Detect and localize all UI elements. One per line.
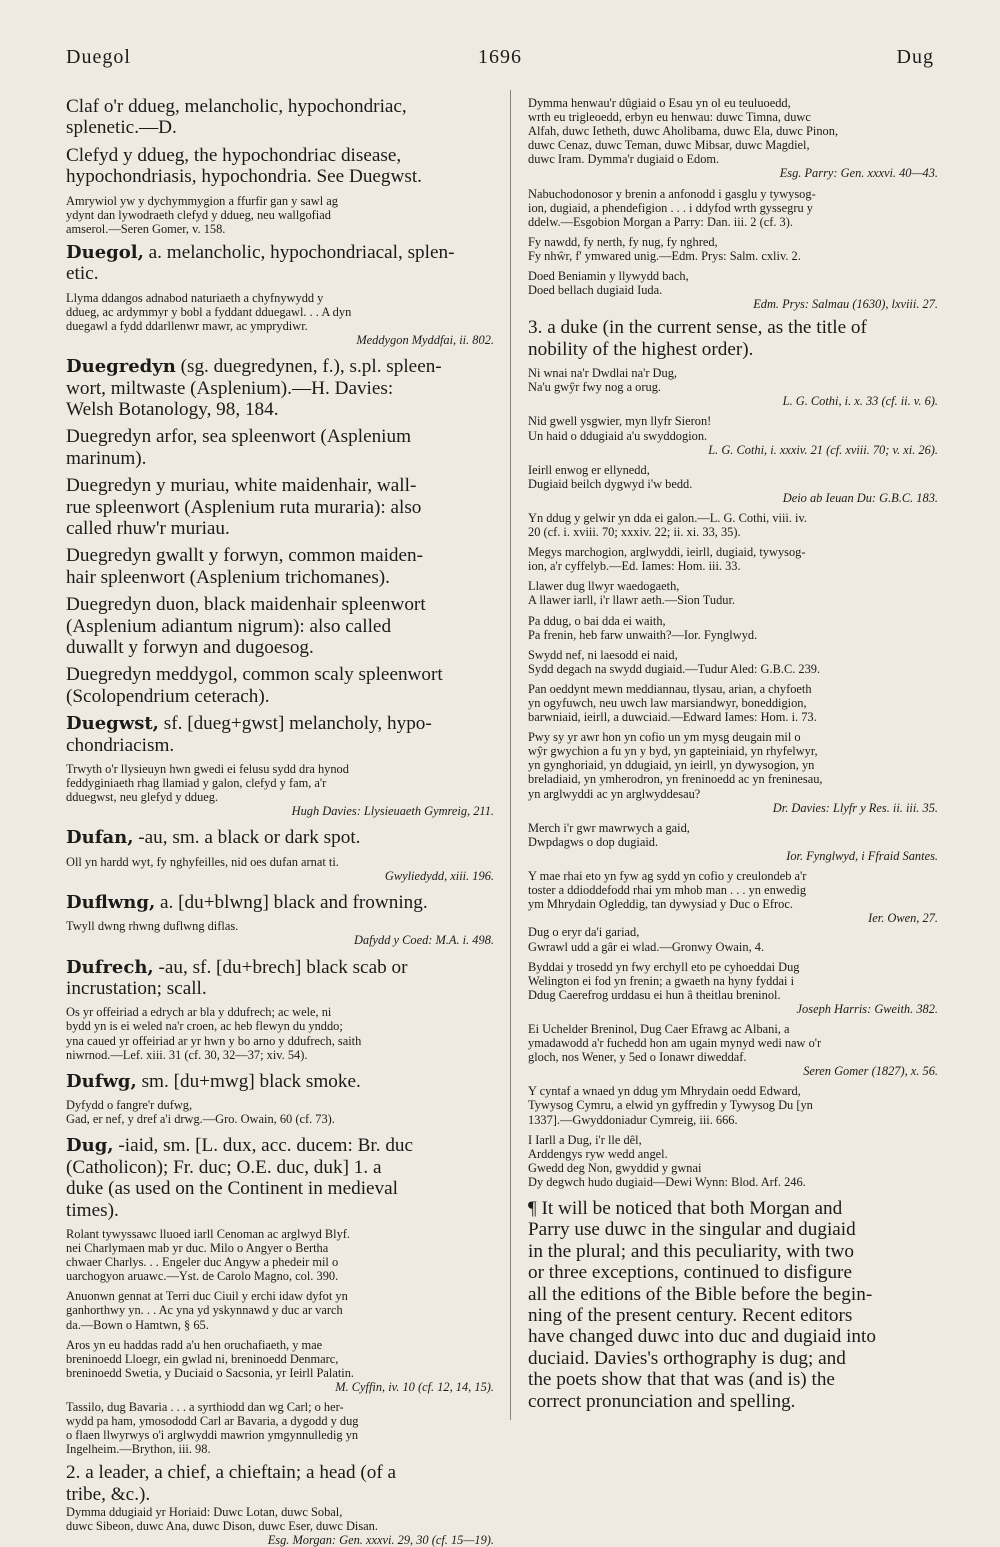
dictionary-entry xyxy=(66,957,494,1000)
text-line: Tassilo, dug Bavaria . . . a syrthiodd dan wg Carl; o her- xyxy=(66,1400,344,1414)
text-line: Parry use duwc in the singular and dugiaid xyxy=(528,1219,856,1241)
text-line: barwniaid, ieirll, a duwciaid.—Edward Iames: Hom. i. 73. xyxy=(528,710,817,725)
text-line: Nid gwell ysgwier, myn llyfr Sieron! xyxy=(528,414,712,429)
text-line: nei Charlymaen mab yr duc. Milo o Angyer o Bertha xyxy=(66,1241,329,1256)
citation-block xyxy=(528,1022,938,1078)
text-line: yna caued yr offeiriad ar yr hwn y bo arno y ddufrech, saith xyxy=(66,1033,362,1048)
text-line: Clefyd y ddueg, the hypochondriac disease, xyxy=(66,144,402,166)
definition-block xyxy=(66,96,494,139)
text-line: Doed bellach dugiaid Iuda. xyxy=(528,283,663,298)
dictionary-entry xyxy=(66,242,494,285)
text-line: Merch i'r gwr mawrwych a gaid, xyxy=(528,820,690,835)
text-line: Joseph Harris: Gweith. 382. xyxy=(796,1001,938,1016)
citation-block xyxy=(528,545,938,573)
citation-block xyxy=(528,579,938,607)
citation-block xyxy=(528,269,938,311)
text-line: Dufrech, -au, sf. [du+brech] black scab or xyxy=(66,956,408,978)
text-line: wort, miltwaste (Asplenium).—H. Davies: xyxy=(66,377,394,399)
text-line: Rolant tywyssawc lluoed iarll Cenoman ac arglwyd Blyf. xyxy=(66,1226,351,1241)
text-line: Pa frenin, heb farw unwaith?—Ior. Fynglwyd. xyxy=(528,627,758,642)
text-line: ym Mhrydain Ogleddig, tan dywysiad y Duc o Efroc. xyxy=(528,897,793,912)
text-line: duegawl a fydd ddarllenwr mawr, ac ymprydiwr. xyxy=(66,318,308,333)
citation-block xyxy=(66,1289,494,1331)
text-line: Tywysog Cymru, a elwid yn gyffredin y Tywysog Du [yn xyxy=(528,1098,813,1113)
text-line: feddyginiaeth rhag llamiad y galon, clefyd y fam, a'r xyxy=(66,776,327,791)
text-line: Ddug Caerefrog urddasu ei hun â theitlau breninol. xyxy=(528,987,781,1002)
text-line: Pwy sy yr awr hon yn cofio un ym mysg deugain mil o xyxy=(528,730,801,745)
text-line: duwc Sibeon, duwc Ana, duwc Dison, duwc Eser, duwc Disan. xyxy=(66,1519,378,1534)
definition-block xyxy=(66,664,494,707)
text-line: Duegredyn duon, black maidenhair spleenwort xyxy=(66,594,426,616)
citation-block xyxy=(66,1505,494,1547)
text-line: Dr. Davies: Llyfr y Res. ii. iii. 35. xyxy=(772,800,938,815)
header-left-guideword: Duegol xyxy=(66,46,131,68)
text-line: Fy nhŵr, f' ymwared unig.—Edm. Prys: Salm. cxliv. 2. xyxy=(528,248,801,263)
definition-block xyxy=(66,426,494,469)
citation-block xyxy=(66,919,494,947)
citation-block xyxy=(66,855,494,883)
dictionary-entry xyxy=(66,1071,494,1092)
text-line: ion, dugiaid, a phendefigion . . . i ddyfod wrth gyssegru y xyxy=(528,200,813,215)
text-line: nobility of the highest order). xyxy=(528,338,754,360)
text-line: ¶ It will be noticed that both Morgan and xyxy=(528,1198,843,1219)
text-line: ddelw.—Esgobion Morgan a Parry: Dan. iii. 2 (cf. 3). xyxy=(528,214,793,229)
text-line: Aros yn eu haddas radd a'u hen oruchafiaeth, y mae xyxy=(66,1337,323,1352)
text-line: o flaen llwyrwys o'i arglwyddi mawrion ymgynnulledig yn xyxy=(66,1428,359,1443)
text-line: Duegredyn gwallt y forwyn, common maiden- xyxy=(66,545,424,567)
text-line: Yn ddug y gelwir yn dda ei galon.—L. G. Cothi, viii. iv. xyxy=(528,510,807,525)
text-line: duwc Cenaz, duwc Teman, duwc Mibsar, duwc Magdiel, xyxy=(528,138,810,153)
text-line: Na'u gwŷr fwy nog a orug. xyxy=(528,380,661,395)
text-line: Dufan, -au, sm. a black or dark spot. xyxy=(66,827,361,849)
citation-block xyxy=(66,1098,494,1126)
text-line: ymadawodd a'r fuchedd hon am ugain mynyd wedi naw o'r xyxy=(528,1036,822,1051)
headword: Duegwst, xyxy=(66,713,159,735)
text-line: hypochondriasis, hypochondria. See Duegwst. xyxy=(66,166,422,188)
text-line: Seren Gomer (1827), x. 56. xyxy=(803,1064,938,1079)
text-line: Dug o eryr da'i gariad, xyxy=(528,925,640,940)
definition-block xyxy=(528,317,938,360)
text-line: duwc Iram. Dymma'r dugiaid o Edom. xyxy=(528,152,720,167)
text-line: Oll yn hardd wyt, fy nghyfeilles, nid oes dufan arnat ti. xyxy=(66,854,339,869)
text-line: Llyma ddangos adnabod naturiaeth a chyfnywydd y xyxy=(66,290,324,305)
text-line: breninoedd Lloegr, ein gwlad ni, breninoedd Denmarc, xyxy=(66,1351,339,1366)
text-line: ydynt dan lywodraeth clefyd y ddueg, neu wallgofiad xyxy=(66,207,331,222)
text-line: wŷr gwychion a fu yn y byd, yn gapteiniaid, yn rhyfelwyr, xyxy=(528,744,818,759)
definition-block xyxy=(66,145,494,188)
text-line: Os yr offeiriad a edrych ar bla y ddufrech; ac wele, ni xyxy=(66,1005,332,1020)
dictionary-entry xyxy=(66,892,494,913)
dictionary-entry xyxy=(66,1135,494,1221)
citation-block xyxy=(66,194,494,236)
definition-block xyxy=(66,594,494,658)
definition-block xyxy=(66,1462,494,1505)
citation-block xyxy=(528,1084,938,1126)
headword: Dufwg, xyxy=(66,1070,137,1092)
text-line: Gwyliedydd, xiii. 196. xyxy=(384,868,494,883)
text-line: Gwrawl udd a gâr ei wlad.—Gronwy Owain, 4. xyxy=(528,939,765,954)
text-line: Un haid o ddugiaid a'u swyddogion. xyxy=(528,428,708,443)
text-line: uarchogyon aruawc.—Yst. de Carolo Magno, col. 390. xyxy=(66,1269,339,1284)
text-line: da.—Bown o Hamtwn, § 65. xyxy=(66,1317,209,1332)
text-line: Y mae rhai eto yn fyw ag sydd yn cofio y creulondeb a'r xyxy=(528,869,807,884)
text-line: Gwedd deg Non, gwyddid y gwnai xyxy=(528,1160,702,1175)
text-line: Ei Uchelder Breninol, Dug Caer Efrawg ac Albani, a xyxy=(528,1021,790,1036)
text-line: wrth eu trigleoedd, erbyn eu henwau: duwc Timna, duwc xyxy=(528,110,811,125)
text-line: gloch, nos Wener, y 5ed o Ionawr diweddaf. xyxy=(528,1050,747,1065)
text-line: duciaid. Davies's orthography is dug; and xyxy=(528,1347,846,1369)
text-line: (Catholicon); Fr. duc; O.E. duc, duk] 1. a xyxy=(66,1156,382,1178)
text-line: A llawer iarll, i'r llawr aeth.—Sion Tudur. xyxy=(528,593,736,608)
text-line: Gad, er nef, y dref a'i drwg.—Gro. Owain, 60 (cf. 73). xyxy=(66,1112,335,1127)
text-line: toster a ddioddefodd rhai ym mhob man . . . yn enwedig xyxy=(528,883,807,898)
running-header xyxy=(66,46,934,72)
text-line: Duflwng, a. [du+blwng] black and frowning. xyxy=(66,891,428,913)
text-line: chondriacism. xyxy=(66,734,175,756)
text-line: Sydd degach na swydd dugiaid.—Tudur Aled: G.B.C. 239. xyxy=(528,661,821,676)
text-line: Ni wnai na'r Dwdlai na'r Dug, xyxy=(528,366,677,381)
headword: Dufrech, xyxy=(66,956,154,978)
text-line: Byddai y trosedd yn fwy erchyll eto pe cyhoeddai Dug xyxy=(528,959,800,974)
citation-block xyxy=(528,1133,938,1189)
text-line: (Scolopendrium ceterach). xyxy=(66,685,270,707)
text-line: Anuonwn gennat at Terri duc Ciuil y erchi idaw dyfot yn xyxy=(66,1289,348,1304)
text-line: bydd yn is ei weled na'r croen, ac heb flewyn du ynddo; xyxy=(66,1019,343,1034)
page-number: 1696 xyxy=(478,46,522,68)
text-line: 20 (cf. i. xviii. 70; xxxiv. 22; ii. xi. 33, 35). xyxy=(528,525,741,540)
citation-block xyxy=(528,96,938,181)
citation-block xyxy=(528,614,938,642)
text-line: Ier. Owen, 27. xyxy=(868,911,938,926)
definition-block xyxy=(66,545,494,588)
text-line: Twyll dwng rhwng duflwng diflas. xyxy=(66,919,239,934)
text-line: Ieirll enwog er ellynedd, xyxy=(528,462,650,477)
text-line: Dy degwch hudo dugiaid—Dewi Wynn: Blod. Arf. 246. xyxy=(528,1174,806,1189)
text-line: Duegredyn meddygol, common scaly spleenwort xyxy=(66,664,443,686)
definition-block xyxy=(528,1198,938,1412)
text-line: or three exceptions, continued to disfigure xyxy=(528,1262,852,1284)
text-line: Duegol, a. melancholic, hypochondriacal, splen- xyxy=(66,241,455,263)
text-line: Hugh Davies: Llysieuaeth Gymreig, 211. xyxy=(291,804,494,819)
text-line: have changed duwc into duc and dugiaid into xyxy=(528,1326,876,1348)
text-line: marinum). xyxy=(66,447,147,469)
citation-block xyxy=(66,1005,494,1061)
text-line: yn ogyfuwch, neu uwch law marsiandwyr, boneddigion, xyxy=(528,696,807,710)
citation-block xyxy=(528,682,938,724)
text-line: hair spleenwort (Asplenium trichomanes). xyxy=(66,566,390,588)
text-line: Welsh Botanology, 98, 184. xyxy=(66,398,279,420)
text-line: splenetic.—D. xyxy=(66,117,177,139)
text-line: Pa ddug, o bai dda ei waith, xyxy=(528,613,666,628)
text-line: incrustation; scall. xyxy=(66,977,207,999)
text-line: Dymma henwau'r dûgiaid o Esau yn ol eu teuluoedd, xyxy=(528,96,791,110)
citation-block xyxy=(528,235,938,263)
text-line: Nabuchodonosor y brenin a anfonodd i gasglu y tywysog- xyxy=(528,186,816,201)
text-line: times). xyxy=(66,1199,119,1221)
text-line: ning of the present century. Recent editors xyxy=(528,1305,853,1327)
text-line: ddueg, ac ardymmyr y bobl a fyddant dduegawl. . . A dyn xyxy=(66,304,352,319)
citation-block xyxy=(66,1338,494,1394)
text-line: Llawer dug llwyr waedogaeth, xyxy=(528,579,680,594)
text-line: wydd pa ham, ymosododd Carl ar Bavaria, a dygodd y dug xyxy=(66,1414,359,1429)
text-line: Y cyntaf a wnaed yn ddug ym Mhrydain oedd Edward, xyxy=(528,1084,801,1099)
text-line: Esg. Morgan: Gen. xxxvi. 29, 30 (cf. 15—19). xyxy=(267,1533,494,1547)
text-line: L. G. Cothi, i. x. 33 (cf. ii. v. 6). xyxy=(782,394,938,409)
headword: Duegol, xyxy=(66,241,144,263)
text-line: Esg. Parry: Gen. xxxvi. 40—43. xyxy=(779,166,938,181)
citation-block xyxy=(528,730,938,815)
text-line: duwallt y forwyn and dugoesog. xyxy=(66,636,314,658)
text-line: Welington ei fod yn frenin; a gwaeth na hyny fyddai i xyxy=(528,973,795,988)
left-column xyxy=(66,96,494,1547)
text-line: duke (as used on the Continent in medieval xyxy=(66,1178,398,1200)
text-line: Dug, -iaid, sm. [L. dux, acc. ducem: Br. duc xyxy=(66,1135,414,1157)
text-line: Dafydd y Coed: M.A. i. 498. xyxy=(353,933,494,948)
text-line: dduegwst, neu glefyd y ddueg. xyxy=(66,790,219,805)
citation-block xyxy=(66,1227,494,1283)
right-column xyxy=(528,96,938,1412)
dictionary-entry xyxy=(66,713,494,756)
text-line: Trwyth o'r llysieuyn hwn gwedi ei felusu sydd dra hynod xyxy=(66,762,349,776)
text-line: Dufwg, sm. [du+mwg] black smoke. xyxy=(66,1070,361,1092)
text-line: Duegredyn arfor, sea spleenwort (Asplenium xyxy=(66,426,412,448)
text-line: Duegredyn y muriau, white maidenhair, wall- xyxy=(66,475,417,497)
text-line: rue spleenwort (Asplenium ruta muraria): also xyxy=(66,496,422,518)
citation-block xyxy=(66,762,494,818)
text-line: tribe, &c.). xyxy=(66,1483,151,1505)
text-line: L. G. Cothi, i. xxxiv. 21 (cf. xviii. 70; v. xi. 26). xyxy=(708,442,938,457)
text-line: Swydd nef, ni laesodd ei naid, xyxy=(528,647,678,662)
citation-block xyxy=(528,821,938,863)
citation-block xyxy=(528,648,938,676)
column-divider xyxy=(510,90,511,1420)
text-line: Deio ab Ieuan Du: G.B.C. 183. xyxy=(782,490,938,505)
citation-block xyxy=(528,925,938,953)
text-line: breninoedd Swetia, y Duciaid o Sacsonia, yr Ieirll Palatin. xyxy=(66,1365,355,1380)
text-line: Doed Beniamin y llywydd bach, xyxy=(528,269,689,284)
text-line: correct pronunciation and spelling. xyxy=(528,1390,796,1412)
text-line: M. Cyffin, iv. 10 (cf. 12, 14, 15). xyxy=(335,1379,494,1394)
text-line: yn gynghoriaid, yn ddugiaid, yn ieirll, yn dywysogion, yn xyxy=(528,758,815,773)
text-line: I Iarll a Dug, i'r lle dêl, xyxy=(528,1132,642,1147)
text-line: (Asplenium adiantum nigrum): also called xyxy=(66,615,392,637)
text-line: Dyfydd o fangre'r dufwg, xyxy=(66,1098,193,1113)
text-line: called rhuw'r muriau. xyxy=(66,517,230,539)
text-line: Dymma ddugiaid yr Horiaid: Duwc Lotan, duwc Sobal, xyxy=(66,1505,343,1520)
dictionary-entry xyxy=(66,356,494,420)
text-line: Alfah, duwc Ietheth, duwc Aholibama, duwc Ela, duwc Pinon, xyxy=(528,124,839,139)
text-line: etic. xyxy=(66,263,99,285)
citation-block xyxy=(528,511,938,539)
text-line: Pan oeddynt mewn meddiannau, tlysau, arian, a chyfoeth xyxy=(528,681,812,696)
text-line: ion, a'r cyffelyb.—Ed. Iames: Hom. iii. 33. xyxy=(528,559,741,574)
citation-block xyxy=(528,960,938,1016)
text-line: Arddengys ryw wedd angel. xyxy=(528,1146,668,1161)
header-right-guideword: Dug xyxy=(896,46,934,68)
text-line: Ingelheim.—Brython, iii. 98. xyxy=(66,1442,211,1457)
citation-block xyxy=(528,414,938,456)
text-line: Megys marchogion, arglwyddi, ieirll, dugiaid, tywysog- xyxy=(528,545,806,560)
headword: Duflwng, xyxy=(66,891,156,913)
citation-block xyxy=(528,366,938,408)
text-line: Dwpdagws o dop dugiaid. xyxy=(528,834,659,849)
text-line: Ior. Fynglwyd, i Ffraid Santes. xyxy=(786,848,938,863)
text-line: ganhorthwy yn. . . Ac yna yd yskynnawd y duc ar varch xyxy=(66,1303,343,1318)
text-line: Claf o'r ddueg, melancholic, hypochondriac, xyxy=(66,96,407,117)
text-line: Dugiaid beilch dygwyd i'w bedd. xyxy=(528,476,693,491)
headword: Dug, xyxy=(66,1135,114,1157)
definition-block xyxy=(66,475,494,539)
citation-block xyxy=(528,869,938,925)
text-line: Fy nawdd, fy nerth, fy nug, fy nghred, xyxy=(528,234,718,249)
citation-block xyxy=(66,1400,494,1456)
text-line: Edm. Prys: Salmau (1630), lxviii. 27. xyxy=(753,297,938,312)
dictionary-entry xyxy=(66,827,494,848)
headword: Dufan, xyxy=(66,827,134,849)
text-line: 2. a leader, a chief, a chieftain; a head (of a xyxy=(66,1462,397,1484)
text-line: breladiaid, yn ymherodron, yn freninoedd ac yn freninesau, xyxy=(528,772,823,787)
text-line: Meddygon Myddfai, ii. 802. xyxy=(356,333,494,347)
text-line: all the editions of the Bible before the begin- xyxy=(528,1283,873,1305)
text-line: 3. a duke (in the current sense, as the title of xyxy=(528,317,867,339)
text-line: Duegredyn (sg. duegredynen, f.), s.pl. spleen- xyxy=(66,356,442,378)
headword: Duegredyn xyxy=(66,356,176,378)
text-line: amserol.—Seren Gomer, v. 158. xyxy=(66,221,226,236)
text-line: yn arglwyddi ac yn arglwyddesau? xyxy=(528,786,701,801)
text-line: niwrnod.—Lef. xiii. 31 (cf. 30, 32—37; xiv. 54). xyxy=(66,1047,308,1062)
text-line: in the plural; and this peculiarity, with two xyxy=(528,1240,854,1262)
citation-block xyxy=(66,291,494,347)
text-line: Duegwst, sf. [dueg+gwst] melancholy, hypo- xyxy=(66,713,432,735)
citation-block xyxy=(528,463,938,505)
text-line: 1337].—Gwyddoniadur Cymreig, iii. 666. xyxy=(528,1112,738,1127)
citation-block xyxy=(528,187,938,229)
text-line: Amrywiol yw y dychymmygion a ffurfir gan y sawl ag xyxy=(66,193,338,208)
text-line: the poets show that that was (and is) the xyxy=(528,1369,835,1391)
text-line: chwaer Charlys. . . Engeler duc Angyw a phedeir mil o xyxy=(66,1255,339,1270)
